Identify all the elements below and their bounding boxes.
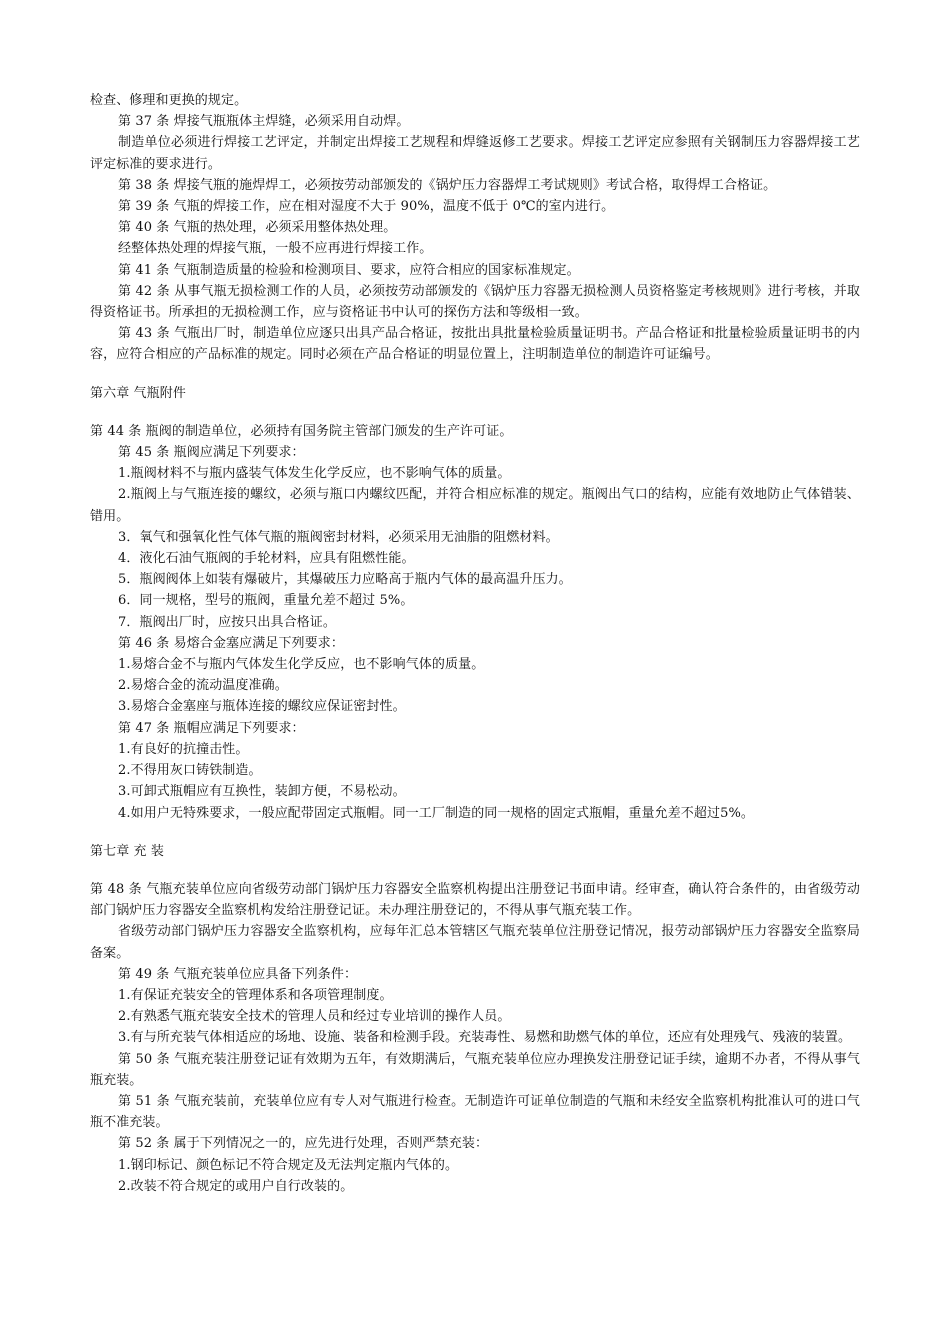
article-49-item-2: 2.有熟悉气瓶充装安全技术的管理人员和经过专业培训的操作人员。 [118,1009,511,1025]
article-50: 第 50 条 气瓶充装注册登记证有效期为五年，有效期满后，气瓶充装单位应办理换发注册登记证手续，逾期不办者，不得从事气瓶充装。 [90,1051,860,1088]
article-45-item-1: 1.瓶阀材料不与瓶内盛装气体发生化学反应，也不影响气体的质量。 [118,466,511,482]
article-45-item-6: 6．同一规格，型号的瓶阀，重量允差不超过 5%。 [118,593,414,609]
article-37-detail: 制造单位必须进行焊接工艺评定，并制定出焊接工艺规程和焊缝返修工艺要求。焊接工艺评定应参照有关钢制压力容器焊接工艺评定标准的要求进行。 [90,135,860,172]
article-44: 第 44 条 瓶阀的制造单位，必须持有国务院主管部门颁发的生产许可证。 [90,423,513,439]
article-49-item-3: 3.有与所充装气体相适应的场地、设施、装备和检测手段。充装毒性、易燃和助燃气体的单位，还应有处理残气、残液的装置。 [118,1030,852,1046]
article-45-item-5: 5．瓶阀阀体上如装有爆破片，其爆破压力应略高于瓶内气体的最高温升压力。 [118,572,572,588]
article-52: 第 52 条 属于下列情况之一的，应先进行处理，否则严禁充装： [118,1136,489,1152]
article-48-detail: 省级劳动部门锅炉压力容器安全监察机构，应每年汇总本管辖区气瓶充装单位注册登记情况，报劳动部锅炉压力容器安全监察局备案。 [90,924,860,961]
article-47-item-2: 2.不得用灰口铸铁制造。 [118,763,262,779]
article-38: 第 38 条 焊接气瓶的施焊焊工，必须按劳动部颁发的《锅炉压力容器焊工考试规则》考试合格，取得焊工合格证。 [118,177,777,193]
article-46-item-3: 3.易熔合金塞座与瓶体连接的螺纹应保证密封性。 [118,699,406,715]
article-46-item-2: 2.易熔合金的流动温度准确。 [118,678,288,694]
article-45-item-3: 3．氧气和强氧化性气体气瓶的瓶阀密封材料，必须采用无油脂的阻燃材料。 [118,529,559,545]
chapter-heading-6: 第六章 气瓶附件 [90,385,186,401]
article-40: 第 40 条 气瓶的热处理，必须采用整体热处理。 [118,220,397,236]
article-37: 第 37 条 焊接气瓶瓶体主焊缝，必须采用自动焊。 [118,114,410,130]
article-49: 第 49 条 气瓶充装单位应具备下列条件： [118,966,358,982]
chapter-heading-7: 第七章 充 装 [90,843,164,859]
article-47-item-1: 1.有良好的抗撞击性。 [118,741,249,757]
article-45: 第 45 条 瓶阀应满足下列要求： [118,445,305,461]
article-40-detail: 经整体热处理的焊接气瓶，一般不应再进行焊接工作。 [118,241,433,257]
article-43: 第 43 条 气瓶出厂时，制造单位应逐只出具产品合格证，按批出具批量检验质量证明书。产品合格证和批量检验质量证明书的内容，应符合相应的产品标准的规定。同时必须在产品合格证的明显位置上，注明制造单位的制造许可证编号。 [90,326,860,363]
paragraph-continuation: 检查、修理和更换的规定。 [90,93,248,108]
article-49-item-1: 1.有保证充装安全的管理体系和各项管理制度。 [118,987,393,1003]
article-47-item-4: 4.如用户无特殊要求，一般应配带固定式瓶帽。同一工厂制造的同一规格的固定式瓶帽，重量允差不超过5%。 [118,805,755,821]
article-41: 第 41 条 气瓶制造质量的检验和检测项目、要求，应符合相应的国家标准规定。 [118,262,580,278]
article-46: 第 46 条 易熔合金塞应满足下列要求： [118,635,344,651]
article-52-item-2: 2.改装不符合规定的或用户自行改装的。 [118,1178,354,1194]
article-48: 第 48 条 气瓶充装单位应向省级劳动部门锅炉压力容器安全监察机构提出注册登记书面申请。经审查，确认符合条件的，由省级劳动部门锅炉压力容器安全监察机构发给注册登记证。未办理注册登记的，不得从事气瓶充装工作。 [90,881,860,919]
article-45-item-7: 7．瓶阀出厂时，应按只出具合格证。 [118,614,336,630]
document-page [90,90,860,1197]
article-39: 第 39 条 气瓶的焊接工作，应在相对湿度不大于 90%，温度不低于 0℃的室内进行。 [118,199,615,215]
article-42: 第 42 条 从事气瓶无损检测工作的人员，必须按劳动部颁发的《锅炉压力容器无损检测人员资格鉴定考核规则》进行考核，并取得资格证书。所承担的无损检测工作，应与资格证书中认可的探伤方法和等级相一致。 [90,283,860,321]
article-52-item-1: 1.钢印标记、颜色标记不符合规定及无法判定瓶内气体的。 [118,1157,459,1173]
article-46-item-1: 1.易熔合金不与瓶内气体发生化学反应，也不影响气体的质量。 [118,657,485,673]
article-45-item-4: 4．液化石油气瓶阀的手轮材料，应具有阻燃性能。 [118,551,415,567]
article-47: 第 47 条 瓶帽应满足下列要求： [118,720,305,736]
article-51: 第 51 条 气瓶充装前，充装单位应有专人对气瓶进行检查。无制造许可证单位制造的气瓶和未经安全监察机构批准认可的进口气瓶不准充装。 [90,1093,860,1131]
article-47-item-3: 3.可卸式瓶帽应有互换性，装卸方便，不易松动。 [118,784,406,800]
article-45-item-2: 2.瓶阀上与气瓶连接的螺纹，必须与瓶口内螺纹匹配，并符合相应标准的规定。瓶阀出气口的结构，应能有效地防止气体错装、错用。 [90,487,860,524]
